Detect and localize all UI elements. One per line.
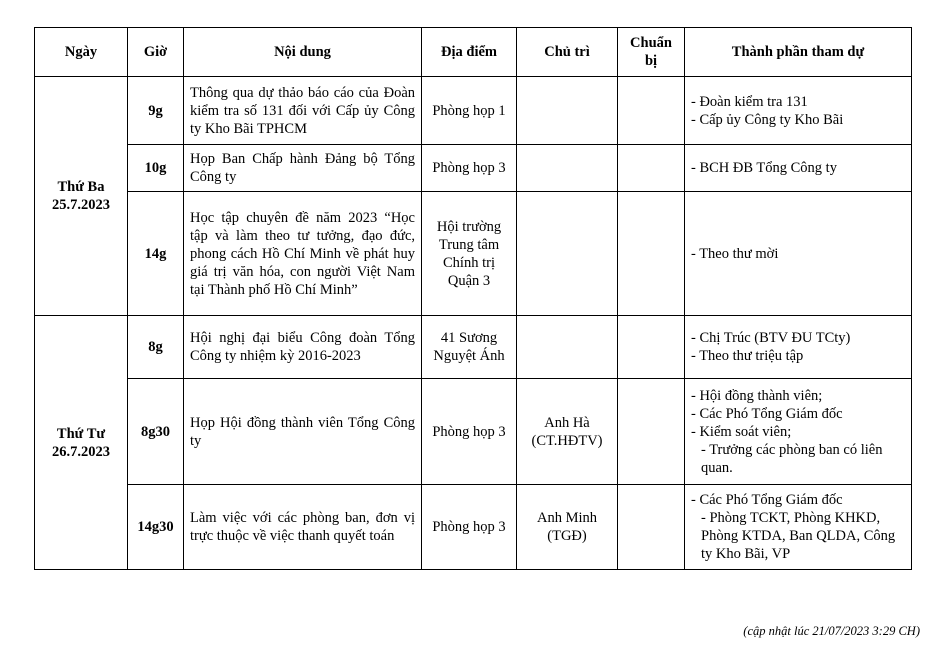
attendee-item: - Trưởng các phòng ban có liên quan. [701, 441, 883, 476]
attendee-item: - Kiểm soát viên; [691, 423, 792, 440]
day-date: 25.7.2023 [52, 197, 110, 213]
content-cell: Hội nghị đại biểu Công đoàn Tổng Công ty nhiệm kỳ 2016-2023 [184, 316, 422, 379]
table-row [35, 485, 912, 570]
time-cell: 8g30 [128, 379, 184, 485]
host-cell: Anh Hà (CT.HĐTV) [517, 379, 618, 485]
attendees-cell [685, 316, 912, 379]
place-cell: Phòng họp 3 [422, 145, 517, 192]
header-host: Chủ trì [517, 28, 618, 77]
day-name: Thứ Tư [56, 425, 106, 442]
time-cell: 14g [128, 192, 184, 316]
attendee-item: - Theo thư triệu tập [691, 348, 804, 364]
attendee-item: - Phòng TCKT, Phòng KHKD, Phòng KTDA, Ban QLDA, Công ty Kho Bãi, VP [701, 510, 896, 562]
place-cell: Phòng họp 3 [422, 485, 517, 570]
header-prep-line1: Chuẩn [630, 35, 672, 51]
attendees-cell [685, 192, 912, 316]
prep-cell [618, 485, 685, 570]
host-cell [517, 77, 618, 145]
content-cell: Họp Hội đồng thành viên Tổng Công ty [184, 379, 422, 485]
table-row [35, 316, 912, 379]
host-cell [517, 192, 618, 316]
content-cell: Làm việc với các phòng ban, đơn vị trực thuộc về việc thanh quyết toán [184, 485, 422, 570]
header-place: Địa điểm [422, 28, 517, 77]
attendee-item: - Các Phó Tổng Giám đốc [691, 405, 843, 422]
day-cell [35, 77, 128, 316]
attendee-item: - Đoàn kiểm tra 131 [691, 93, 808, 110]
host-cell [517, 145, 618, 192]
attendee-item: - Các Phó Tổng Giám đốc [691, 492, 843, 508]
update-timestamp: (cập nhật lúc 21/07/2023 3:29 CH) [743, 624, 920, 638]
place-cell: Phòng họp 1 [422, 77, 517, 145]
attendees-cell [685, 379, 912, 485]
attendee-item: - BCH ĐB Tổng Công ty [691, 160, 837, 176]
content-cell: Học tập chuyên đề năm 2023 “Học tập và làm theo tư tưởng, đạo đức, phong cách Hồ Chí Minh về phát huy giá trị văn hóa, con người Việt Nam tại Thành phố Hồ Chí Minh” [184, 192, 422, 316]
day-name: Thứ Ba [57, 179, 105, 195]
table-row [35, 77, 912, 145]
schedule-table [34, 27, 912, 570]
attendee-item: - Hội đồng thành viên; [691, 387, 823, 404]
attendee-item: - Theo thư mời [691, 245, 779, 262]
prep-cell [618, 145, 685, 192]
prep-cell [618, 316, 685, 379]
host-cell [517, 316, 618, 379]
host-cell: Anh Minh (TGĐ) [517, 485, 618, 570]
prep-cell [618, 379, 685, 485]
header-time: Giờ [128, 28, 184, 77]
header-row [35, 28, 912, 77]
attendees-cell [685, 145, 912, 192]
place-cell: Hội trường Trung tâm Chính trị Quận 3 [422, 192, 517, 316]
time-cell: 14g30 [128, 485, 184, 570]
header-prep-line2: bị [644, 53, 658, 69]
table-row [35, 192, 912, 316]
table-row [35, 145, 912, 192]
prep-cell [618, 192, 685, 316]
time-cell: 10g [128, 145, 184, 192]
prep-cell [618, 77, 685, 145]
time-cell: 9g [128, 77, 184, 145]
content-cell: Thông qua dự thảo báo cáo của Đoàn kiểm tra số 131 đối với Cấp ủy Công ty Kho Bãi TPHCM [184, 77, 422, 145]
attendees-cell [685, 77, 912, 145]
header-attendees: Thành phần tham dự [685, 28, 912, 77]
header-day: Ngày [35, 28, 128, 77]
day-cell [35, 316, 128, 570]
time-cell: 8g [128, 316, 184, 379]
header-content: Nội dung [184, 28, 422, 77]
table-row [35, 379, 912, 485]
attendee-item: - Cấp ủy Công ty Kho Bãi [691, 111, 844, 128]
content-cell: Họp Ban Chấp hành Đảng bộ Tổng Công ty [184, 145, 422, 192]
attendees-cell [685, 485, 912, 570]
header-prep [618, 28, 685, 77]
attendee-item: - Chị Trúc (BTV ĐU TCty) [691, 330, 851, 346]
day-date: 26.7.2023 [52, 443, 110, 460]
place-cell: 41 Sương Nguyệt Ánh [422, 316, 517, 379]
place-cell: Phòng họp 3 [422, 379, 517, 485]
